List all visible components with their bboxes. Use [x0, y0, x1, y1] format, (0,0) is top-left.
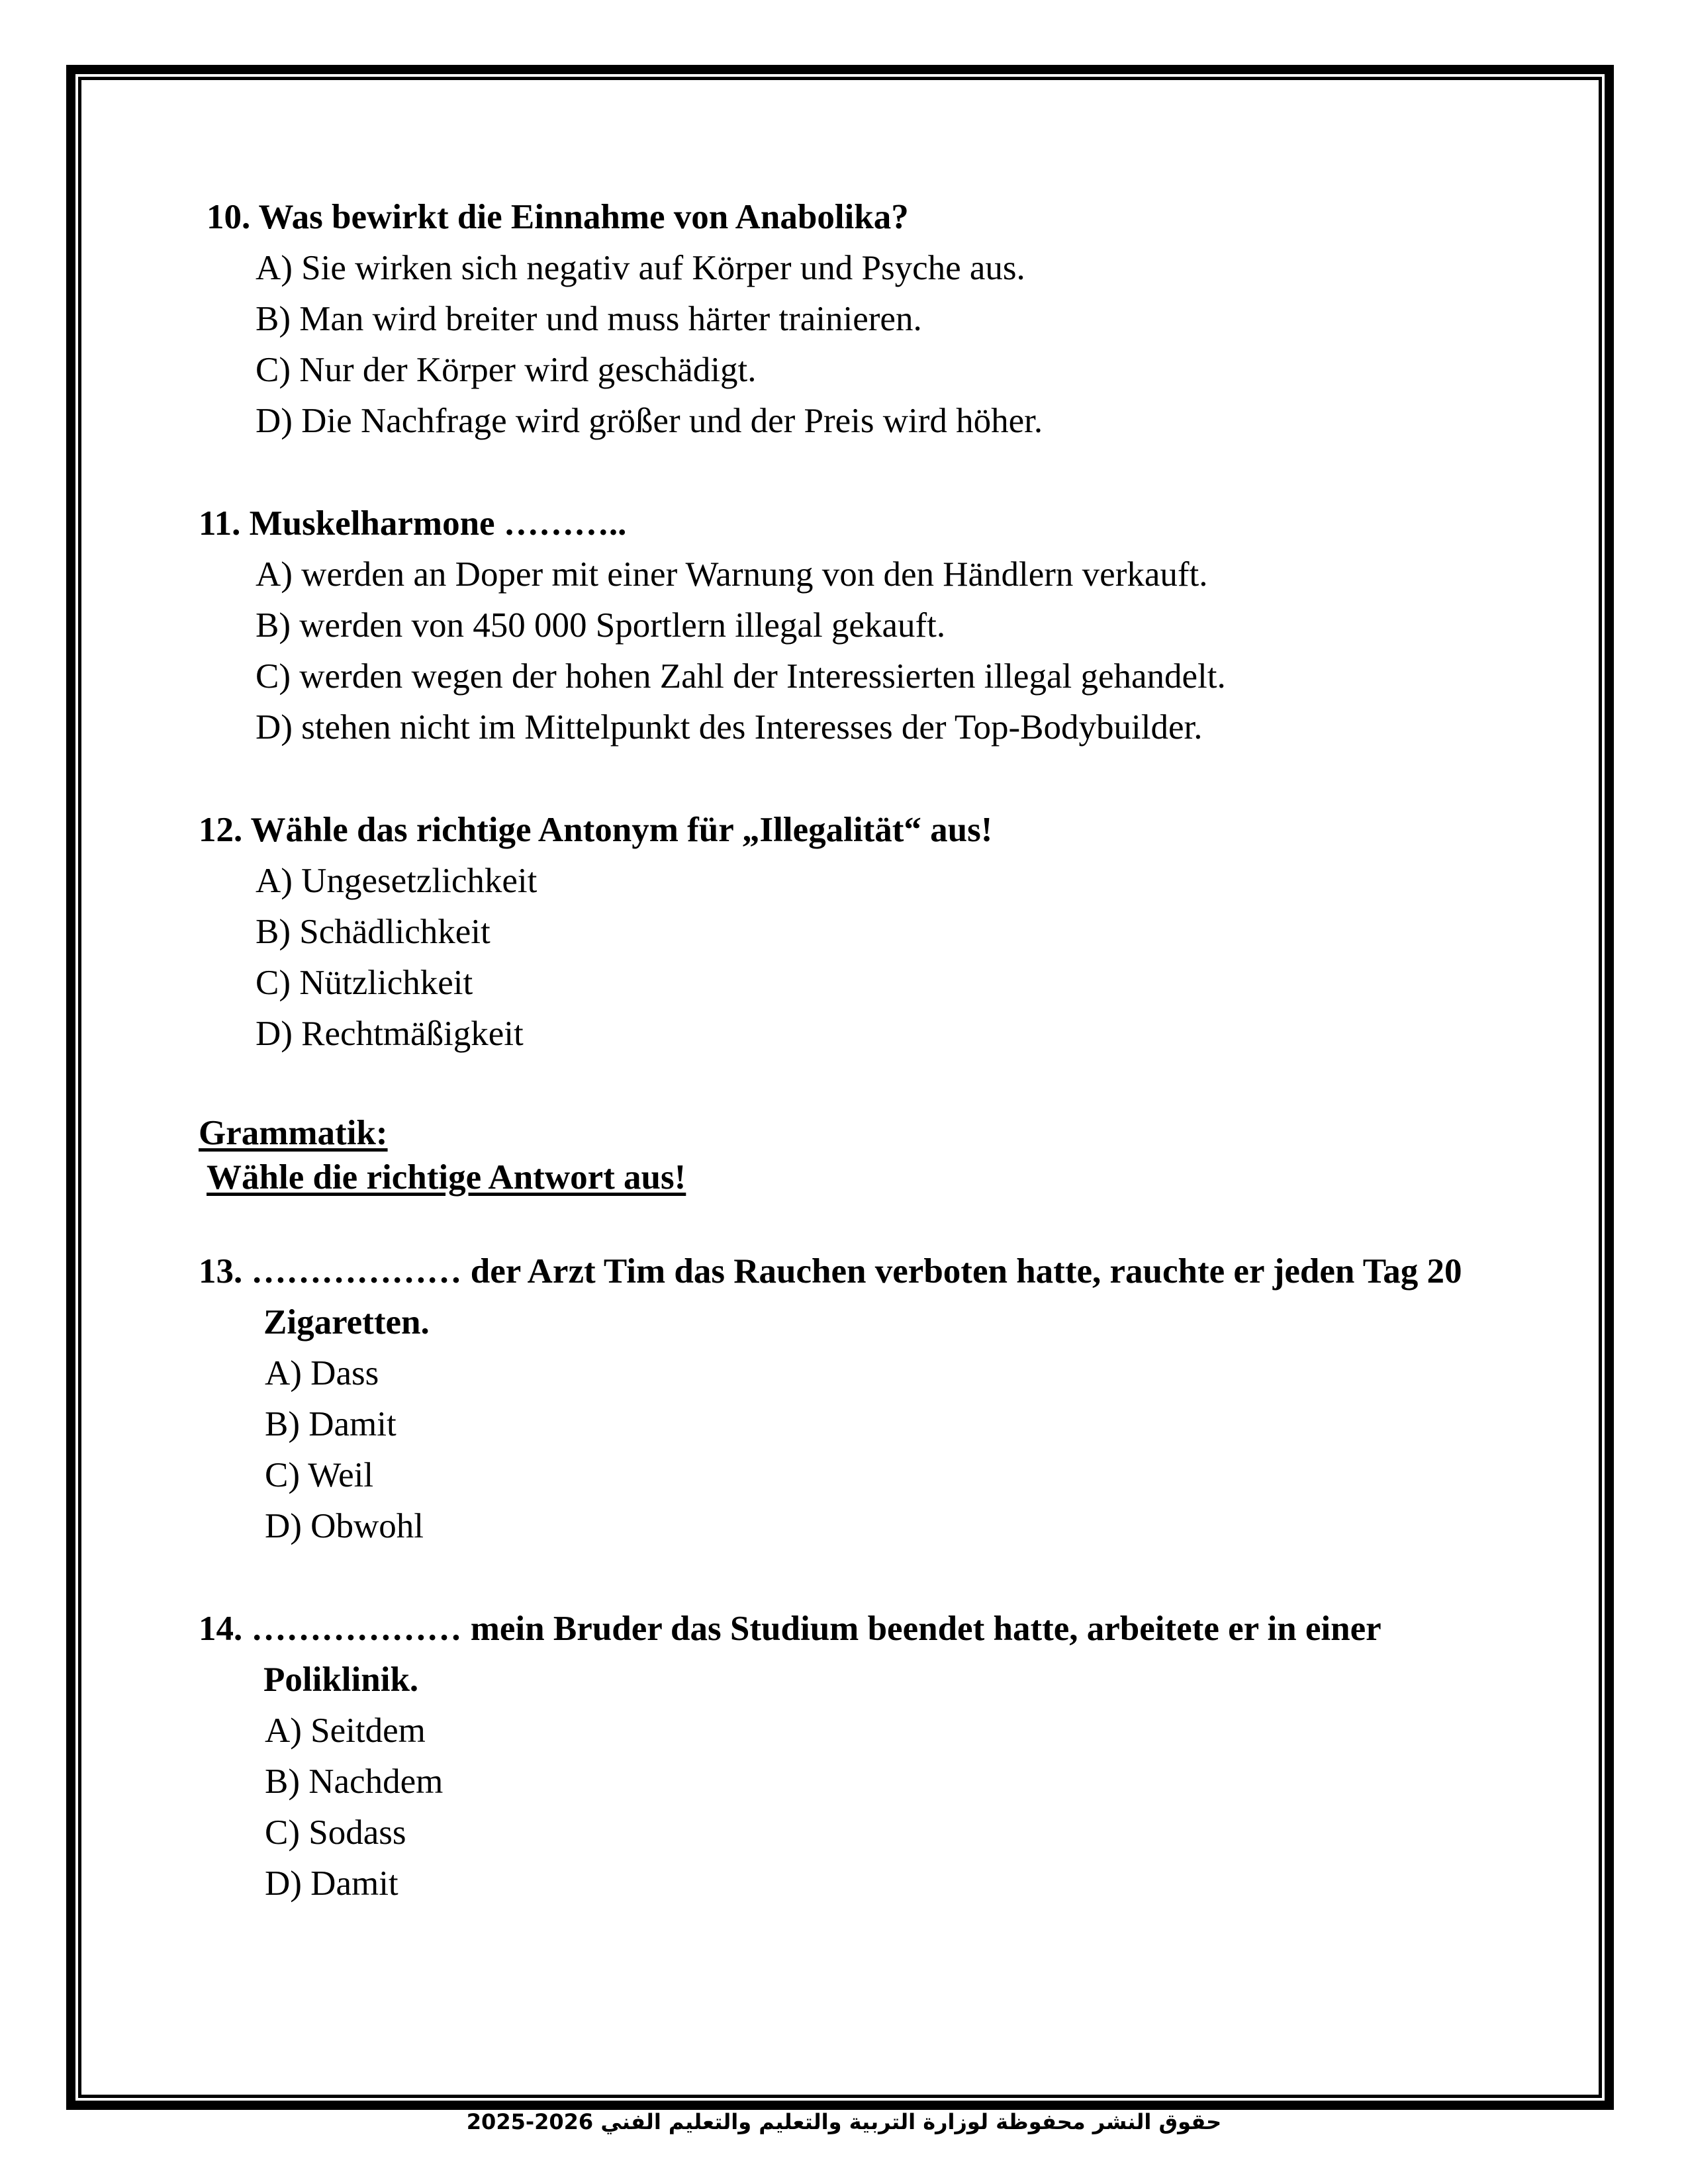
- question-title: 12. Wähle das richtige Antonym für „Illegalität“ aus!: [199, 811, 993, 849]
- question-10: [199, 192, 1509, 447]
- answer-options: [199, 856, 1509, 1060]
- option-d: D) Damit: [265, 1864, 399, 1903]
- question-title: 13. ……………… der Arzt Tim das Rauchen verboten hatte, rauchte er jeden Tag 20 Zigaretten.: [199, 1252, 1462, 1342]
- section-heading: Grammatik:: [199, 1114, 388, 1152]
- question-11: [199, 498, 1509, 753]
- option-a: A) Seitdem: [265, 1711, 426, 1750]
- section-instruction: Wähle die richtige Antwort aus!: [207, 1158, 686, 1197]
- exam-content: [199, 192, 1509, 1961]
- option-c: C) Weil: [265, 1456, 374, 1494]
- option-b: B) Schädlichkeit: [256, 913, 491, 951]
- question-title: 14. ……………… mein Bruder das Studium beendet hatte, arbeitete er in einer Poliklinik.: [199, 1610, 1381, 1699]
- question-12: [199, 805, 1509, 1060]
- option-d: D) Rechtmäßigkeit: [256, 1015, 524, 1053]
- option-a: A) Ungesetzlichkeit: [256, 862, 538, 900]
- option-b: B) Man wird breiter und muss härter trainieren.: [256, 300, 922, 338]
- option-b: B) werden von 450 000 Sportlern illegal gekauft.: [256, 606, 946, 645]
- option-c: C) Nützlichkeit: [256, 964, 473, 1002]
- copyright-footer: حقوق النشر محفوظة لوزارة التربية والتعليم والتعليم الفني 2026-2025: [466, 2109, 1222, 2134]
- question-title: 10. Was bewirkt die Einnahme von Anabolika?: [207, 198, 909, 236]
- answer-options: [199, 549, 1509, 753]
- option-c: C) Nur der Körper wird geschädigt.: [256, 351, 757, 389]
- option-a: A) Dass: [265, 1354, 379, 1392]
- option-b: B) Damit: [265, 1405, 397, 1443]
- question-14: [199, 1604, 1509, 1909]
- answer-options: [199, 243, 1509, 447]
- option-b: B) Nachdem: [265, 1762, 444, 1801]
- question-title: 11. Muskelharmone ………..: [199, 504, 627, 543]
- option-d: D) Die Nachfrage wird größer und der Preis wird höher.: [256, 402, 1043, 440]
- option-d: D) Obwohl: [265, 1507, 424, 1545]
- answer-options: [199, 1348, 1509, 1552]
- answer-options: [199, 1706, 1509, 1909]
- grammar-section: [199, 1111, 1509, 1200]
- option-c: C) Sodass: [265, 1813, 406, 1852]
- option-d: D) stehen nicht im Mittelpunkt des Interesses der Top-Bodybuilder.: [256, 708, 1203, 747]
- option-a: A) werden an Doper mit einer Warnung von den Händlern verkauft.: [256, 555, 1208, 594]
- option-a: A) Sie wirken sich negativ auf Körper und Psyche aus.: [256, 249, 1025, 287]
- question-13: [199, 1246, 1509, 1552]
- option-c: C) werden wegen der hohen Zahl der Interessierten illegal gehandelt.: [256, 657, 1226, 696]
